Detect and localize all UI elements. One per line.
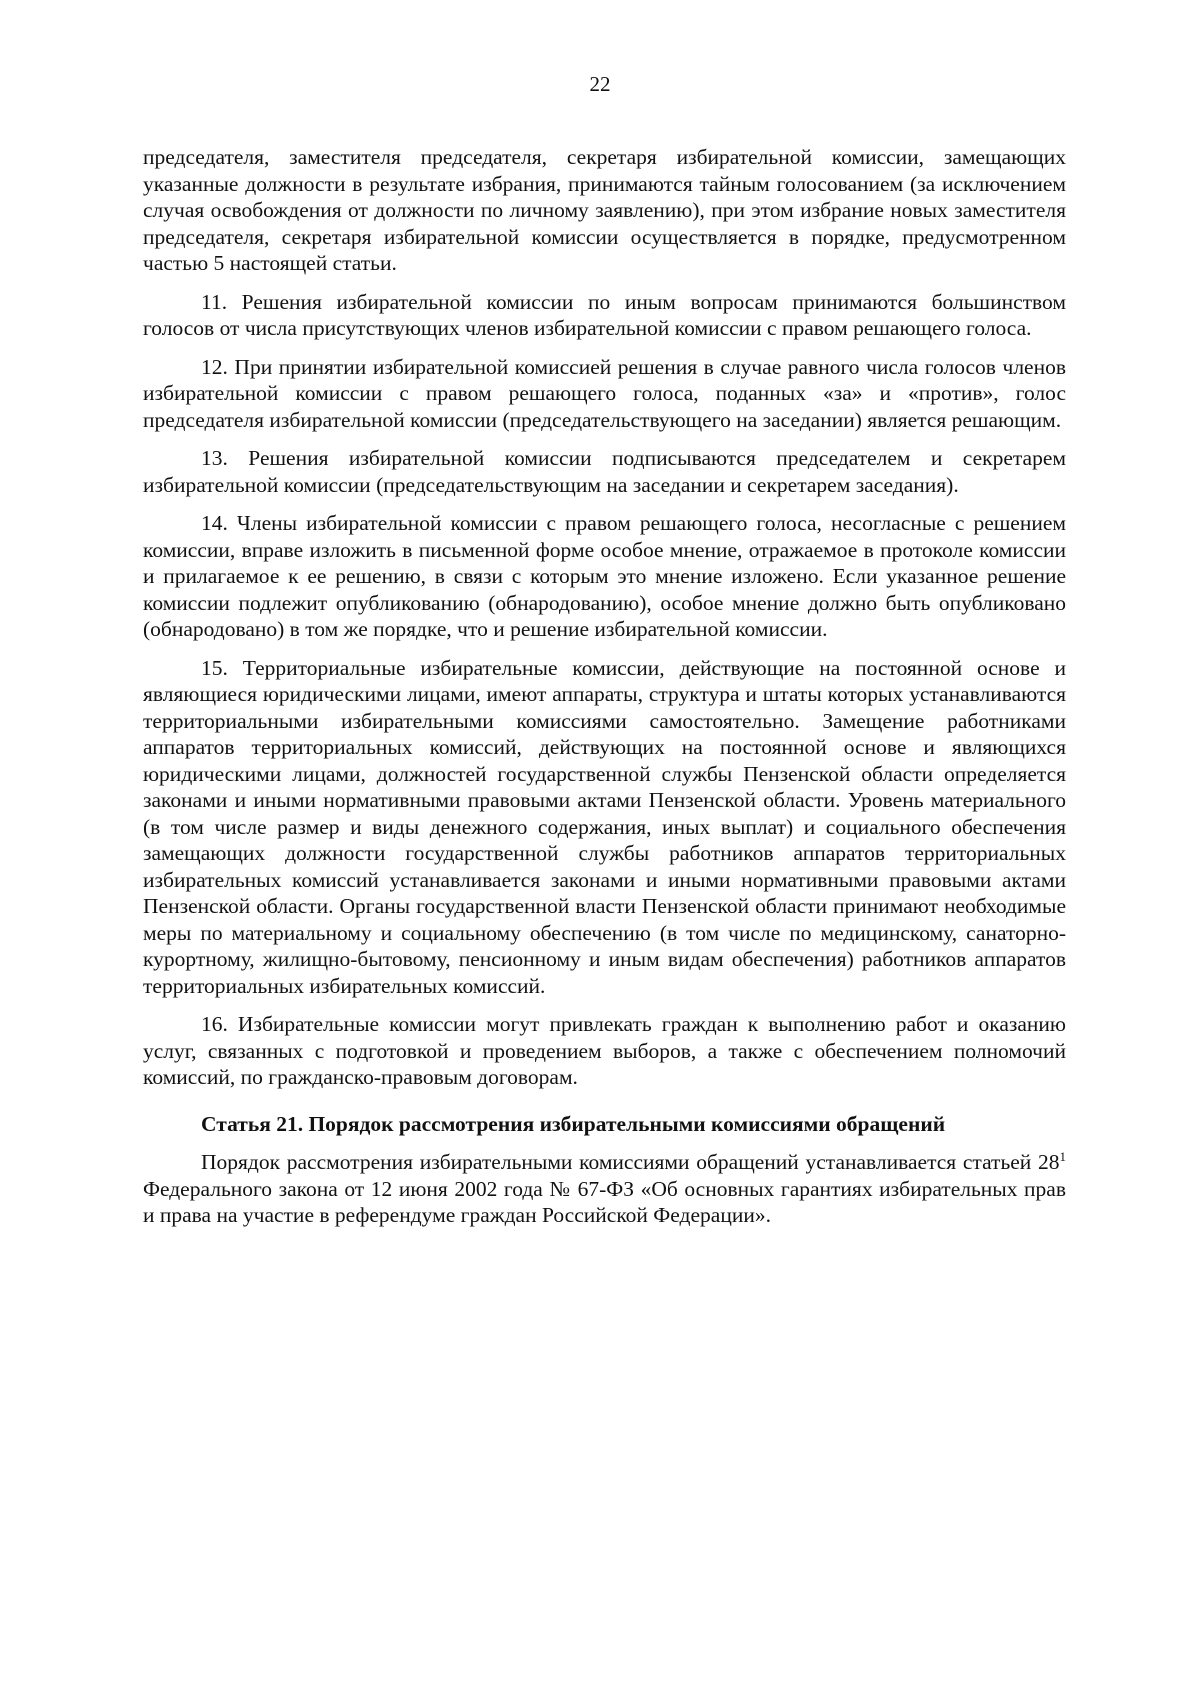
article-21-body bbox=[143, 1149, 1066, 1229]
page-number: 22 bbox=[589, 72, 611, 96]
footnote-superscript: 1 bbox=[1059, 1148, 1066, 1164]
paragraph-15: 15. Территориальные избирательные комиссии, действующие на постоянной основе и являющиеся юридическими лицами, имеют аппараты, структура и штаты которых устанавливаются территориальными избирательными комиссиями самостоятельно. Замещение работниками аппаратов территориальных комиссий, действующих на постоянной основе и являющихся юридическими лицами, должностей государственной службы Пензенской области определяется законами и иными нормативными правовыми актами Пензенской области. Уровень материального (в том числе размер и виды денежного содержания, иных выплат) и социального обеспечения замещающих должности государственной службы работников аппаратов территориальных избирательных комиссий устанавливается законами и иными нормативными правовыми актами Пензенской области. Органы государственной власти Пензенской области принимают необходимые меры по материальному и социальному обеспечению (в том числе по медицинскому, санаторно-курортному, жилищно-бытовому, пенсионному и иным видам обеспечения) работников аппаратов территориальных избирательных комиссий. bbox=[143, 655, 1066, 998]
paragraph-16: 16. Избирательные комиссии могут привлекать граждан к выполнению работ и оказанию услуг, связанных с подготовкой и проведением выборов, а также с обеспечением полномочий комиссий, по гражданско-правовым договорам. bbox=[143, 1012, 1066, 1089]
paragraph-13: 13. Решения избирательной комиссии подписываются председателем и секретарем избирательной комиссии (председательствующим на заседании и секретарем заседания). bbox=[143, 446, 1066, 497]
article-21-body-end: Федерального закона от 12 июня 2002 года № 67-ФЗ «Об основных гарантиях избирательных прав и права на участие в референдуме граждан Российской Федерации». bbox=[143, 1176, 1066, 1227]
paragraph-12: 12. При принятии избирательной комиссией решения в случае равного числа голосов членов избирательной комиссии с правом решающего голоса, поданных «за» и «против», голос председателя избирательной комиссии (председательствующего на заседании) является решающим. bbox=[143, 354, 1066, 432]
document-body bbox=[143, 144, 1066, 1241]
paragraph-14: 14. Члены избирательной комиссии с правом решающего голоса, несогласные с решением комиссии, вправе изложить в письменной форме особое мнение, отражаемое в протоколе комиссии и прилагаемое к ее решению, в связи с которым это мнение изложено. Если указанное решение комиссии подлежит опубликованию (обнародованию), особое мнение должно быть опубликовано (обнародовано) в том же порядке, что и решение избирательной комиссии. bbox=[143, 511, 1066, 641]
article-21-heading: Статья 21. Порядок рассмотрения избирательными комиссиями обращений bbox=[201, 1111, 946, 1136]
paragraph-11: 11. Решения избирательной комиссии по иным вопросам принимаются большинством голосов от числа присутствующих членов избирательной комиссии с правом решающего голоса. bbox=[143, 289, 1066, 340]
article-21-body-start: Порядок рассмотрения избирательными комиссиями обращений устанавливается статьей 28 bbox=[201, 1150, 1060, 1174]
paragraph-continuation: председателя, заместителя председателя, секретаря избирательной комиссии, замещающих указанные должности в результате избрания, принимаются тайным голосованием (за исключением случая освобождения от должности по личному заявлению), при этом избрание новых заместителя председателя, секретаря избирательной комиссии осуществляется в порядке, предусмотренном частью 5 настоящей статьи. bbox=[143, 145, 1066, 275]
